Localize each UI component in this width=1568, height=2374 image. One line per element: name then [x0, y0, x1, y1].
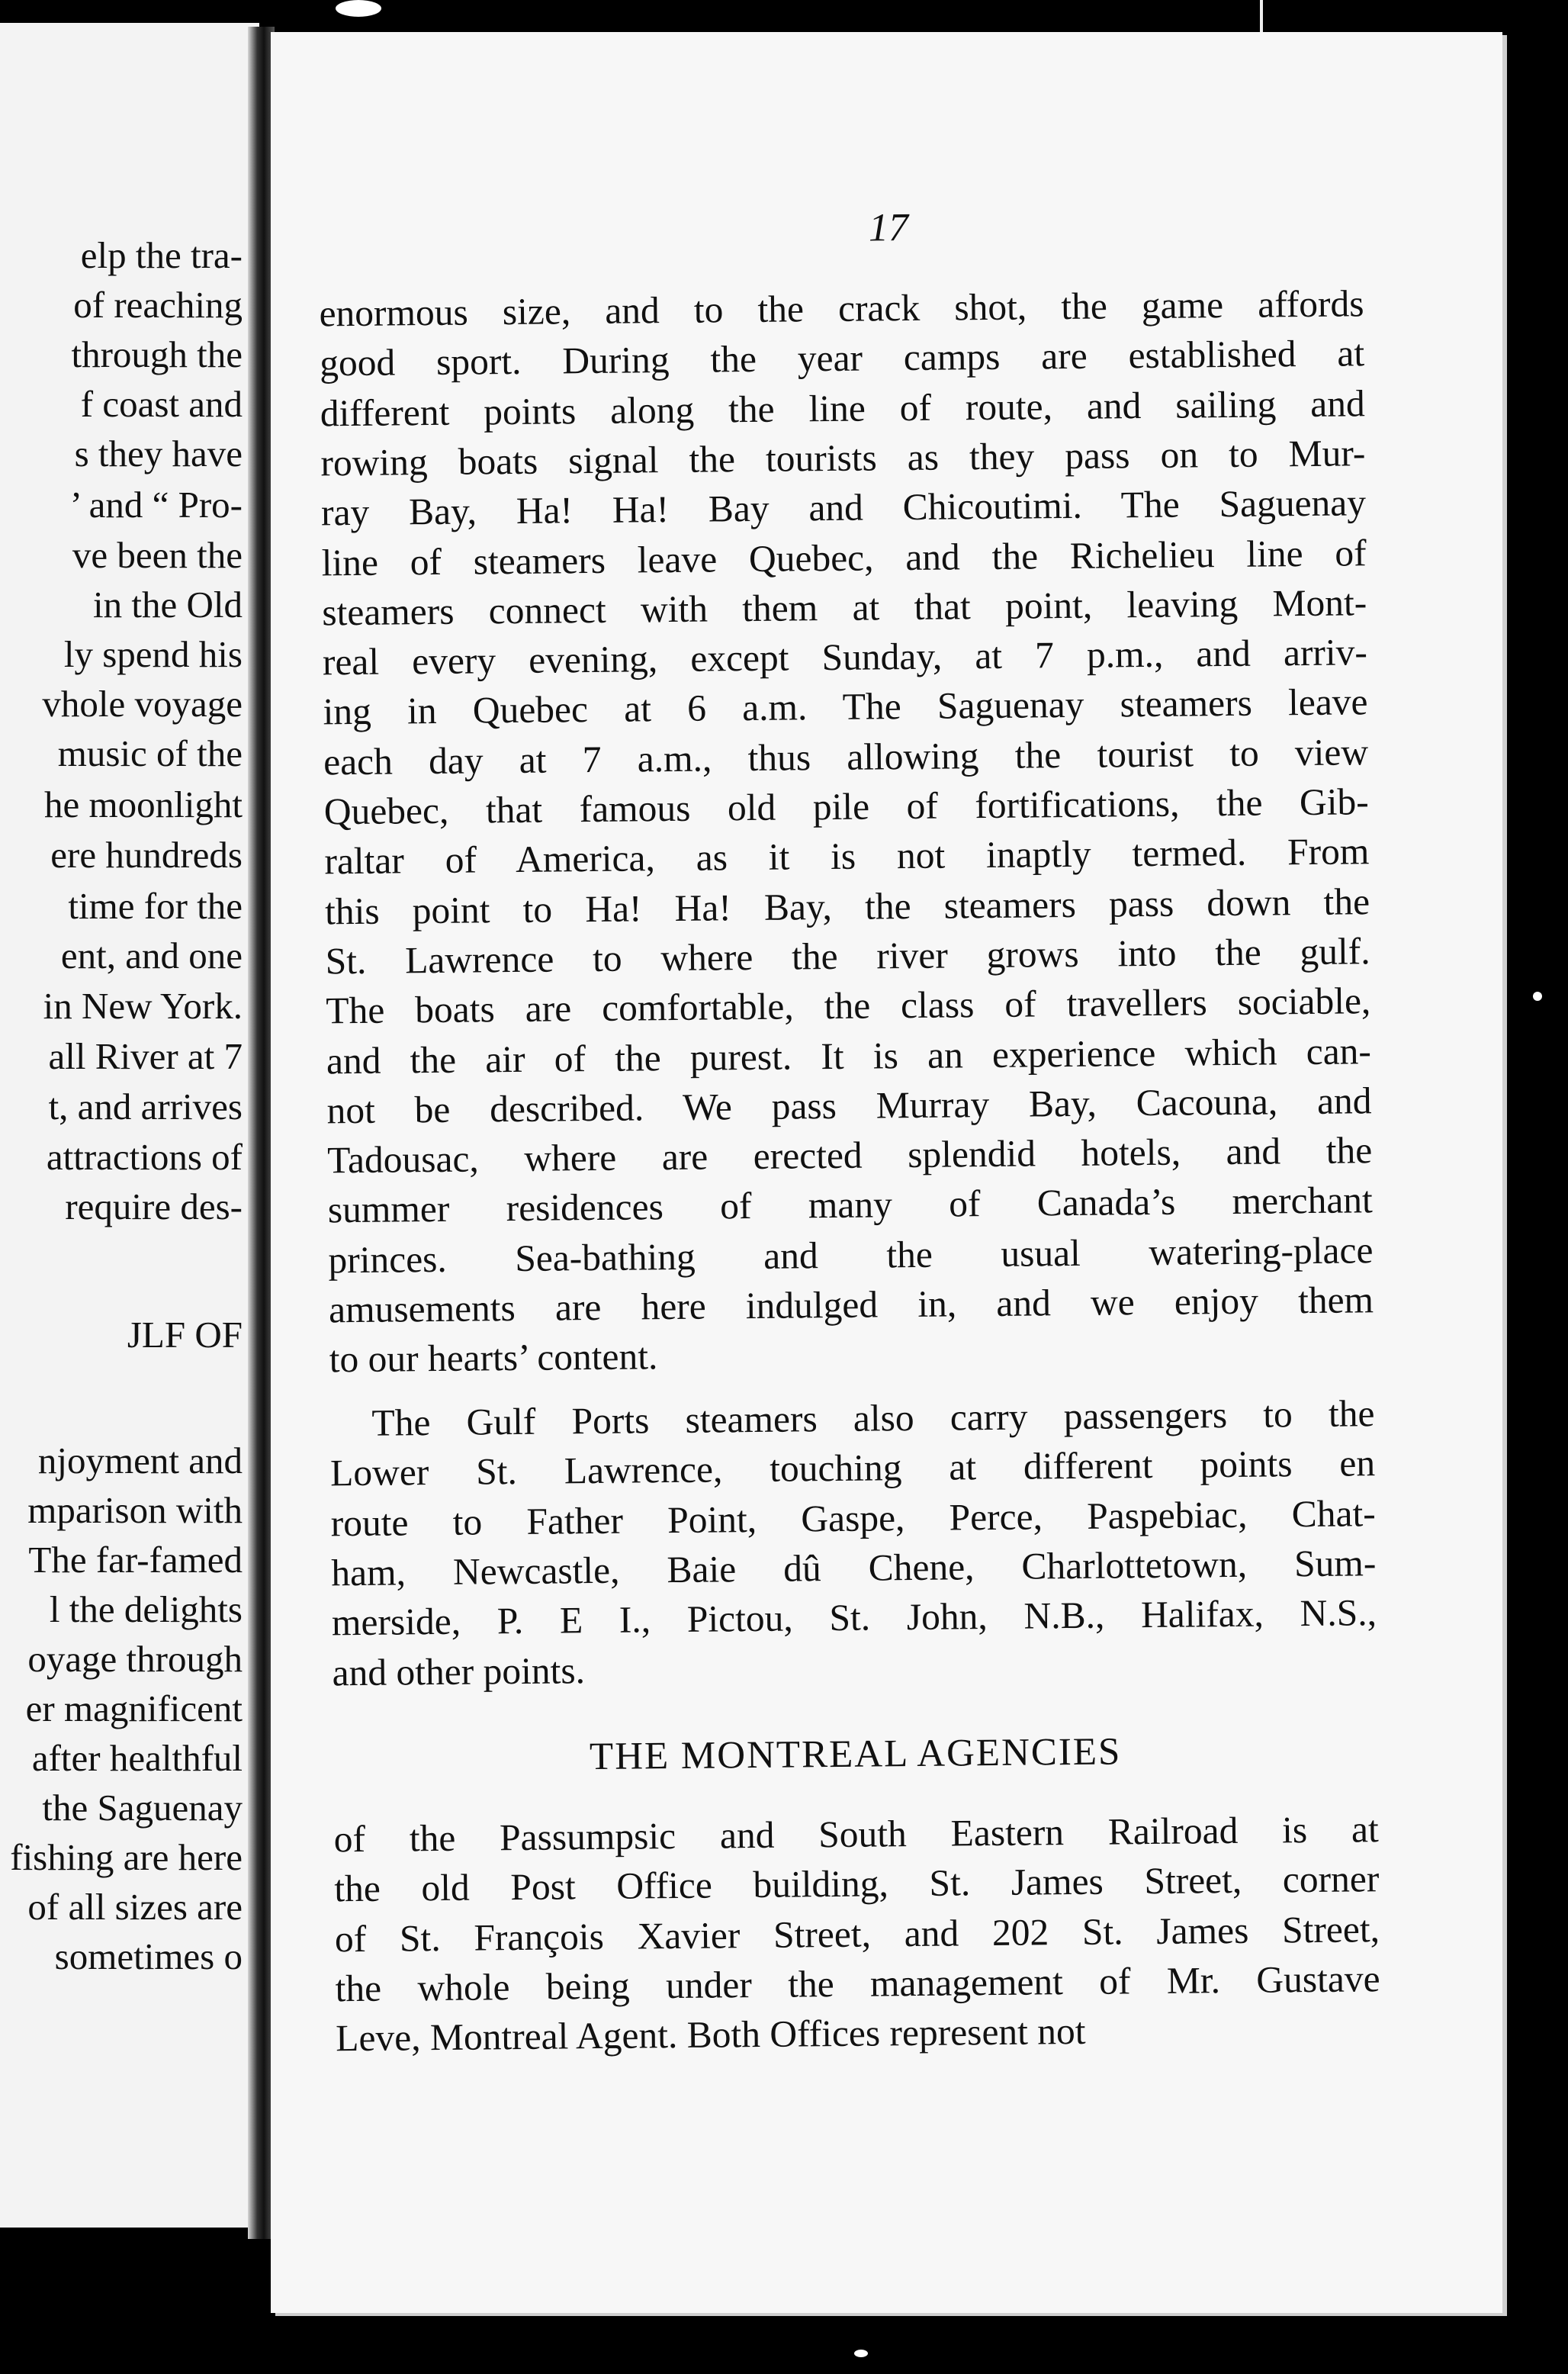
speck-right — [1533, 992, 1542, 1001]
left-page-line: l the delights — [49, 1588, 243, 1630]
text-line: route to Father Point, Gaspe, Perce, Paspebiac, Chat- — [330, 1491, 1376, 1544]
text-line: Leve, Montreal Agent. Both Offices represent not — [335, 2010, 1086, 2060]
left-page-line: the Saguenay — [42, 1787, 243, 1829]
text-line: amusements are here indulged in, and we enjoy them — [328, 1279, 1374, 1331]
left-page-line: in New York. — [43, 985, 243, 1027]
text-line: each day at 7 a.m., thus allowing the tourist to view — [323, 730, 1369, 783]
text-line: not be described. We pass Murray Bay, Cacouna, and — [326, 1079, 1372, 1132]
text-line: real every evening, except Sunday, at 7 p.m., and arriv- — [322, 631, 1368, 684]
text-line: steamers connect with them at that point, leaving Mont- — [322, 581, 1367, 634]
text-line: raltar of America, as it is not inaptly termed. From — [324, 830, 1370, 883]
text-line: ray Bay, Ha! Ha! Bay and Chicoutimi. The Saguenay — [320, 481, 1367, 534]
left-page-line: sometimes o — [54, 1935, 243, 1977]
left-page-line: ve been the — [72, 534, 243, 576]
text-line: ham, Newcastle, Baie dû Chene, Charlottetown, Sum- — [331, 1542, 1377, 1594]
left-page-line: elp the tra- — [80, 234, 243, 276]
left-page-line: of reaching — [73, 284, 243, 326]
left-page-line: through the — [71, 333, 243, 375]
text-line: St. Lawrence to where the river grows into the gulf. — [325, 930, 1370, 983]
left-page-line: oyage through — [27, 1638, 243, 1680]
text-line: and the air of the purest. It is an experience which can- — [326, 1029, 1372, 1082]
left-page-line: of all sizes are — [27, 1886, 243, 1928]
text-line: summer residences of many of Canada’s merchant — [327, 1179, 1374, 1231]
left-page-line: in the Old — [93, 584, 243, 626]
left-page-line: ent, and one — [60, 934, 243, 976]
text-line: and other points. — [332, 1649, 586, 1694]
text-line: enormous size, and to the crack shot, the game affords — [319, 282, 1364, 335]
text-line: rowing boats signal the tourists as they pass on to Mur- — [320, 432, 1366, 484]
section-heading: THE MONTREAL AGENCIES — [589, 1730, 1122, 1779]
left-page-line: njoyment and — [37, 1440, 243, 1481]
text-line: good sport. During the year camps are established at — [319, 332, 1365, 384]
text-line: princes. Sea-bathing and the usual watering-place — [328, 1228, 1374, 1282]
left-page-line: JLF OF — [127, 1314, 243, 1356]
text-line: Tadousac, where are erected splendid hotels, and the — [326, 1129, 1373, 1182]
right-page-content — [271, 20, 1525, 2312]
text-line: The boats are comfortable, the class of travellers sociable, — [326, 980, 1371, 1032]
text-line: different points along the line of route, and sailing and — [320, 381, 1365, 434]
text-line: Lower St. Lawrence, touching at different points en — [329, 1442, 1376, 1494]
left-page-line: vhole voyage — [42, 683, 243, 725]
left-page-line: er magnificent — [25, 1687, 243, 1729]
left-page-line: he moonlight — [44, 783, 243, 825]
speck-top — [336, 0, 381, 17]
speck-bottom — [854, 2350, 868, 2357]
text-line: merside, P. E I., Pictou, St. John, N.B., Halifax, N.S., — [331, 1591, 1377, 1644]
left-page-line: time for the — [68, 885, 243, 927]
left-page-line: t, and arrives — [48, 1086, 243, 1127]
left-page-line: ’ and “ Pro- — [69, 484, 243, 526]
left-page-line: mparison with — [27, 1489, 243, 1531]
left-page-line: attractions of — [46, 1136, 243, 1178]
left-page-line: music of the — [57, 732, 243, 774]
text-line: Quebec, that famous old pile of fortifications, the Gib- — [323, 780, 1370, 833]
text-line: this point to Ha! Ha! Bay, the steamers pass down the — [324, 880, 1370, 932]
text-line: to our hearts’ content. — [329, 1335, 658, 1381]
left-page-line: s they have — [74, 433, 243, 474]
text-line: of St. François Xavier Street, and 202 St. James Street, — [334, 1907, 1380, 1960]
text-line: the whole being under the management of Mr. Gustave — [335, 1957, 1380, 2010]
text-line: of the Passumpsic and South Eastern Railroad is at — [333, 1808, 1379, 1861]
text-line: line of steamers leave Quebec, and the Richelieu line of — [321, 531, 1367, 584]
left-page-line: after healthful — [31, 1737, 243, 1779]
left-page-line: f coast and — [80, 383, 243, 425]
left-page-line: require des- — [65, 1185, 243, 1227]
right-page — [271, 32, 1502, 2313]
left-page-line: ere hundreds — [50, 834, 243, 876]
left-page — [0, 23, 259, 2228]
left-page-line: ly spend his — [63, 633, 243, 675]
left-page-line: fishing are here — [10, 1836, 243, 1878]
text-line: The Gulf Ports steamers also carry passengers to the — [371, 1392, 1375, 1444]
left-page-line: all River at 7 — [48, 1035, 243, 1077]
left-page-line: The far-famed — [28, 1539, 243, 1581]
text-line: ing in Quebec at 6 a.m. The Saguenay steamers leave — [323, 680, 1368, 733]
page-number: 17 — [868, 205, 909, 250]
text-line: the old Post Office building, St. James Street, corner — [334, 1858, 1380, 1910]
